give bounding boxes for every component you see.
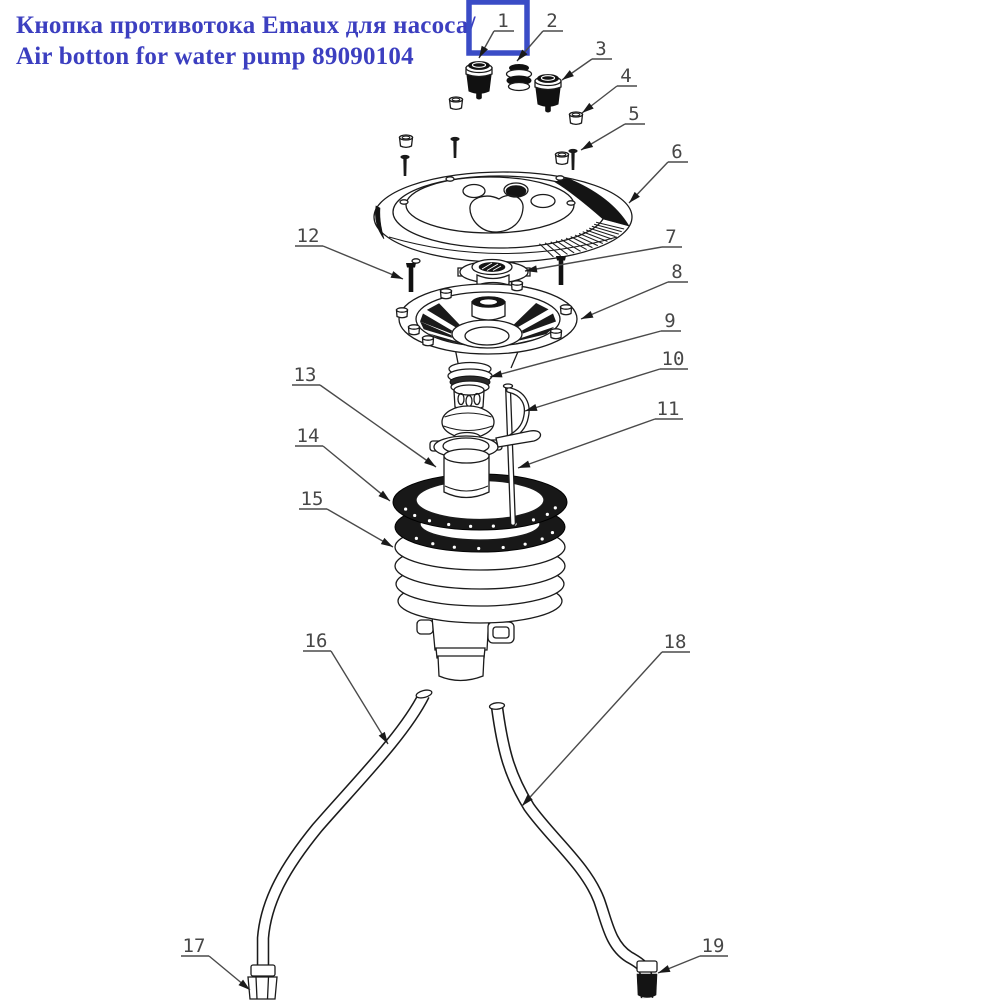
callout-18 xyxy=(522,631,690,806)
rim-tab xyxy=(412,259,420,263)
part-funnel-housing-8 xyxy=(397,281,578,411)
callout-leader xyxy=(522,652,662,806)
callout-arrowhead xyxy=(582,103,594,113)
callout-arrowhead xyxy=(518,461,531,468)
bolt-boss-top xyxy=(441,289,452,293)
ring-hole xyxy=(492,525,495,528)
callout-15 xyxy=(299,488,393,547)
ring-hole xyxy=(415,537,418,540)
ring-hole xyxy=(477,547,480,550)
callout-2 xyxy=(517,10,563,61)
bolt-boss-top xyxy=(512,281,523,285)
callout-number: 5 xyxy=(628,103,640,125)
callout-19 xyxy=(658,935,728,973)
screw-head xyxy=(568,149,577,153)
callout-arrowhead xyxy=(381,538,393,547)
callout-13 xyxy=(292,364,436,467)
part-fitting-19 xyxy=(637,961,657,998)
ring-hole xyxy=(453,546,456,549)
ring-hole xyxy=(404,507,407,510)
rim-tab xyxy=(446,177,454,181)
ring-hole xyxy=(447,523,450,526)
part-fitting-17 xyxy=(248,965,277,999)
callout-number: 7 xyxy=(665,226,677,248)
cap-plugs xyxy=(400,97,583,164)
callout-number: 6 xyxy=(671,141,683,163)
callout-5 xyxy=(581,103,645,150)
callout-leader xyxy=(323,246,403,279)
bolt-boss-top xyxy=(397,308,408,312)
rim-tab xyxy=(567,201,575,205)
long-screw-shaft xyxy=(409,267,414,292)
callout-arrowhead xyxy=(379,732,388,744)
title-line-en: Air botton for water pump 89090104 xyxy=(16,43,414,70)
long-screw-head xyxy=(406,263,416,268)
callout-number: 14 xyxy=(296,425,320,447)
ring-hole xyxy=(546,513,549,516)
callout-number: 18 xyxy=(663,631,687,653)
part-piston-cylinder-13 xyxy=(444,449,489,498)
callout-number: 19 xyxy=(701,935,725,957)
callout-number: 12 xyxy=(296,225,320,247)
callout-number: 10 xyxy=(661,348,685,370)
callout-arrowhead xyxy=(424,457,436,467)
ring-hole xyxy=(431,542,434,545)
screw-head xyxy=(450,137,459,141)
callout-number: 3 xyxy=(595,38,607,60)
ring-hole xyxy=(413,514,416,517)
ring-hole xyxy=(524,543,527,546)
rim-tab xyxy=(400,200,408,204)
screw-shaft xyxy=(403,158,406,176)
callout-leader xyxy=(323,446,390,501)
callout-leader xyxy=(320,385,436,467)
callout-leader xyxy=(518,419,655,468)
callout-16 xyxy=(303,630,388,744)
screw-shaft xyxy=(571,152,574,170)
ring-hole xyxy=(469,525,472,528)
callout-3 xyxy=(562,38,612,80)
callout-number: 13 xyxy=(293,364,317,386)
screw-head xyxy=(400,155,409,159)
ring-hole xyxy=(551,531,554,534)
callout-arrowhead xyxy=(581,141,593,150)
part-button-3 xyxy=(535,74,561,112)
callout-arrowhead xyxy=(391,271,403,279)
part-washer-stack-2 xyxy=(507,64,532,91)
long-screw-head xyxy=(556,256,566,261)
callout-number: 16 xyxy=(304,630,328,652)
callout-arrowhead xyxy=(658,965,670,973)
part-hose-right-18 xyxy=(489,702,657,998)
ring-hole xyxy=(541,537,544,540)
bolt-boss-top xyxy=(409,325,420,329)
callout-leader xyxy=(581,282,668,319)
ring-hole xyxy=(532,518,535,521)
bolt-boss-top xyxy=(551,329,562,333)
bolt-boss-top xyxy=(561,305,572,309)
callout-number: 9 xyxy=(664,310,676,332)
callout-17 xyxy=(181,935,250,990)
callout-number: 1 xyxy=(497,10,509,32)
ring-hole xyxy=(502,546,505,549)
screw-shaft xyxy=(453,140,456,158)
callout-6 xyxy=(629,141,688,203)
callout-number: 17 xyxy=(182,935,206,957)
part-cover-dome xyxy=(374,172,632,269)
ring-hole xyxy=(428,519,431,522)
callout-11 xyxy=(518,398,683,468)
callout-number: 2 xyxy=(546,10,558,32)
callout-arrowhead xyxy=(581,311,593,319)
ring-hole xyxy=(554,506,557,509)
callout-leader xyxy=(331,651,388,744)
bolt-boss-top xyxy=(423,336,434,340)
callout-number: 11 xyxy=(656,398,680,420)
title-line-ru: Кнопка противотока Emaux для насоса/ xyxy=(16,12,476,39)
callout-arrowhead xyxy=(562,70,574,80)
callout-number: 4 xyxy=(620,65,632,87)
part-hose-left-16 xyxy=(248,689,433,999)
callout-number: 15 xyxy=(300,488,324,510)
callout-number: 8 xyxy=(671,261,683,283)
part-button-1 xyxy=(466,61,492,99)
callout-leader xyxy=(525,369,660,411)
rim-tab xyxy=(556,176,564,180)
